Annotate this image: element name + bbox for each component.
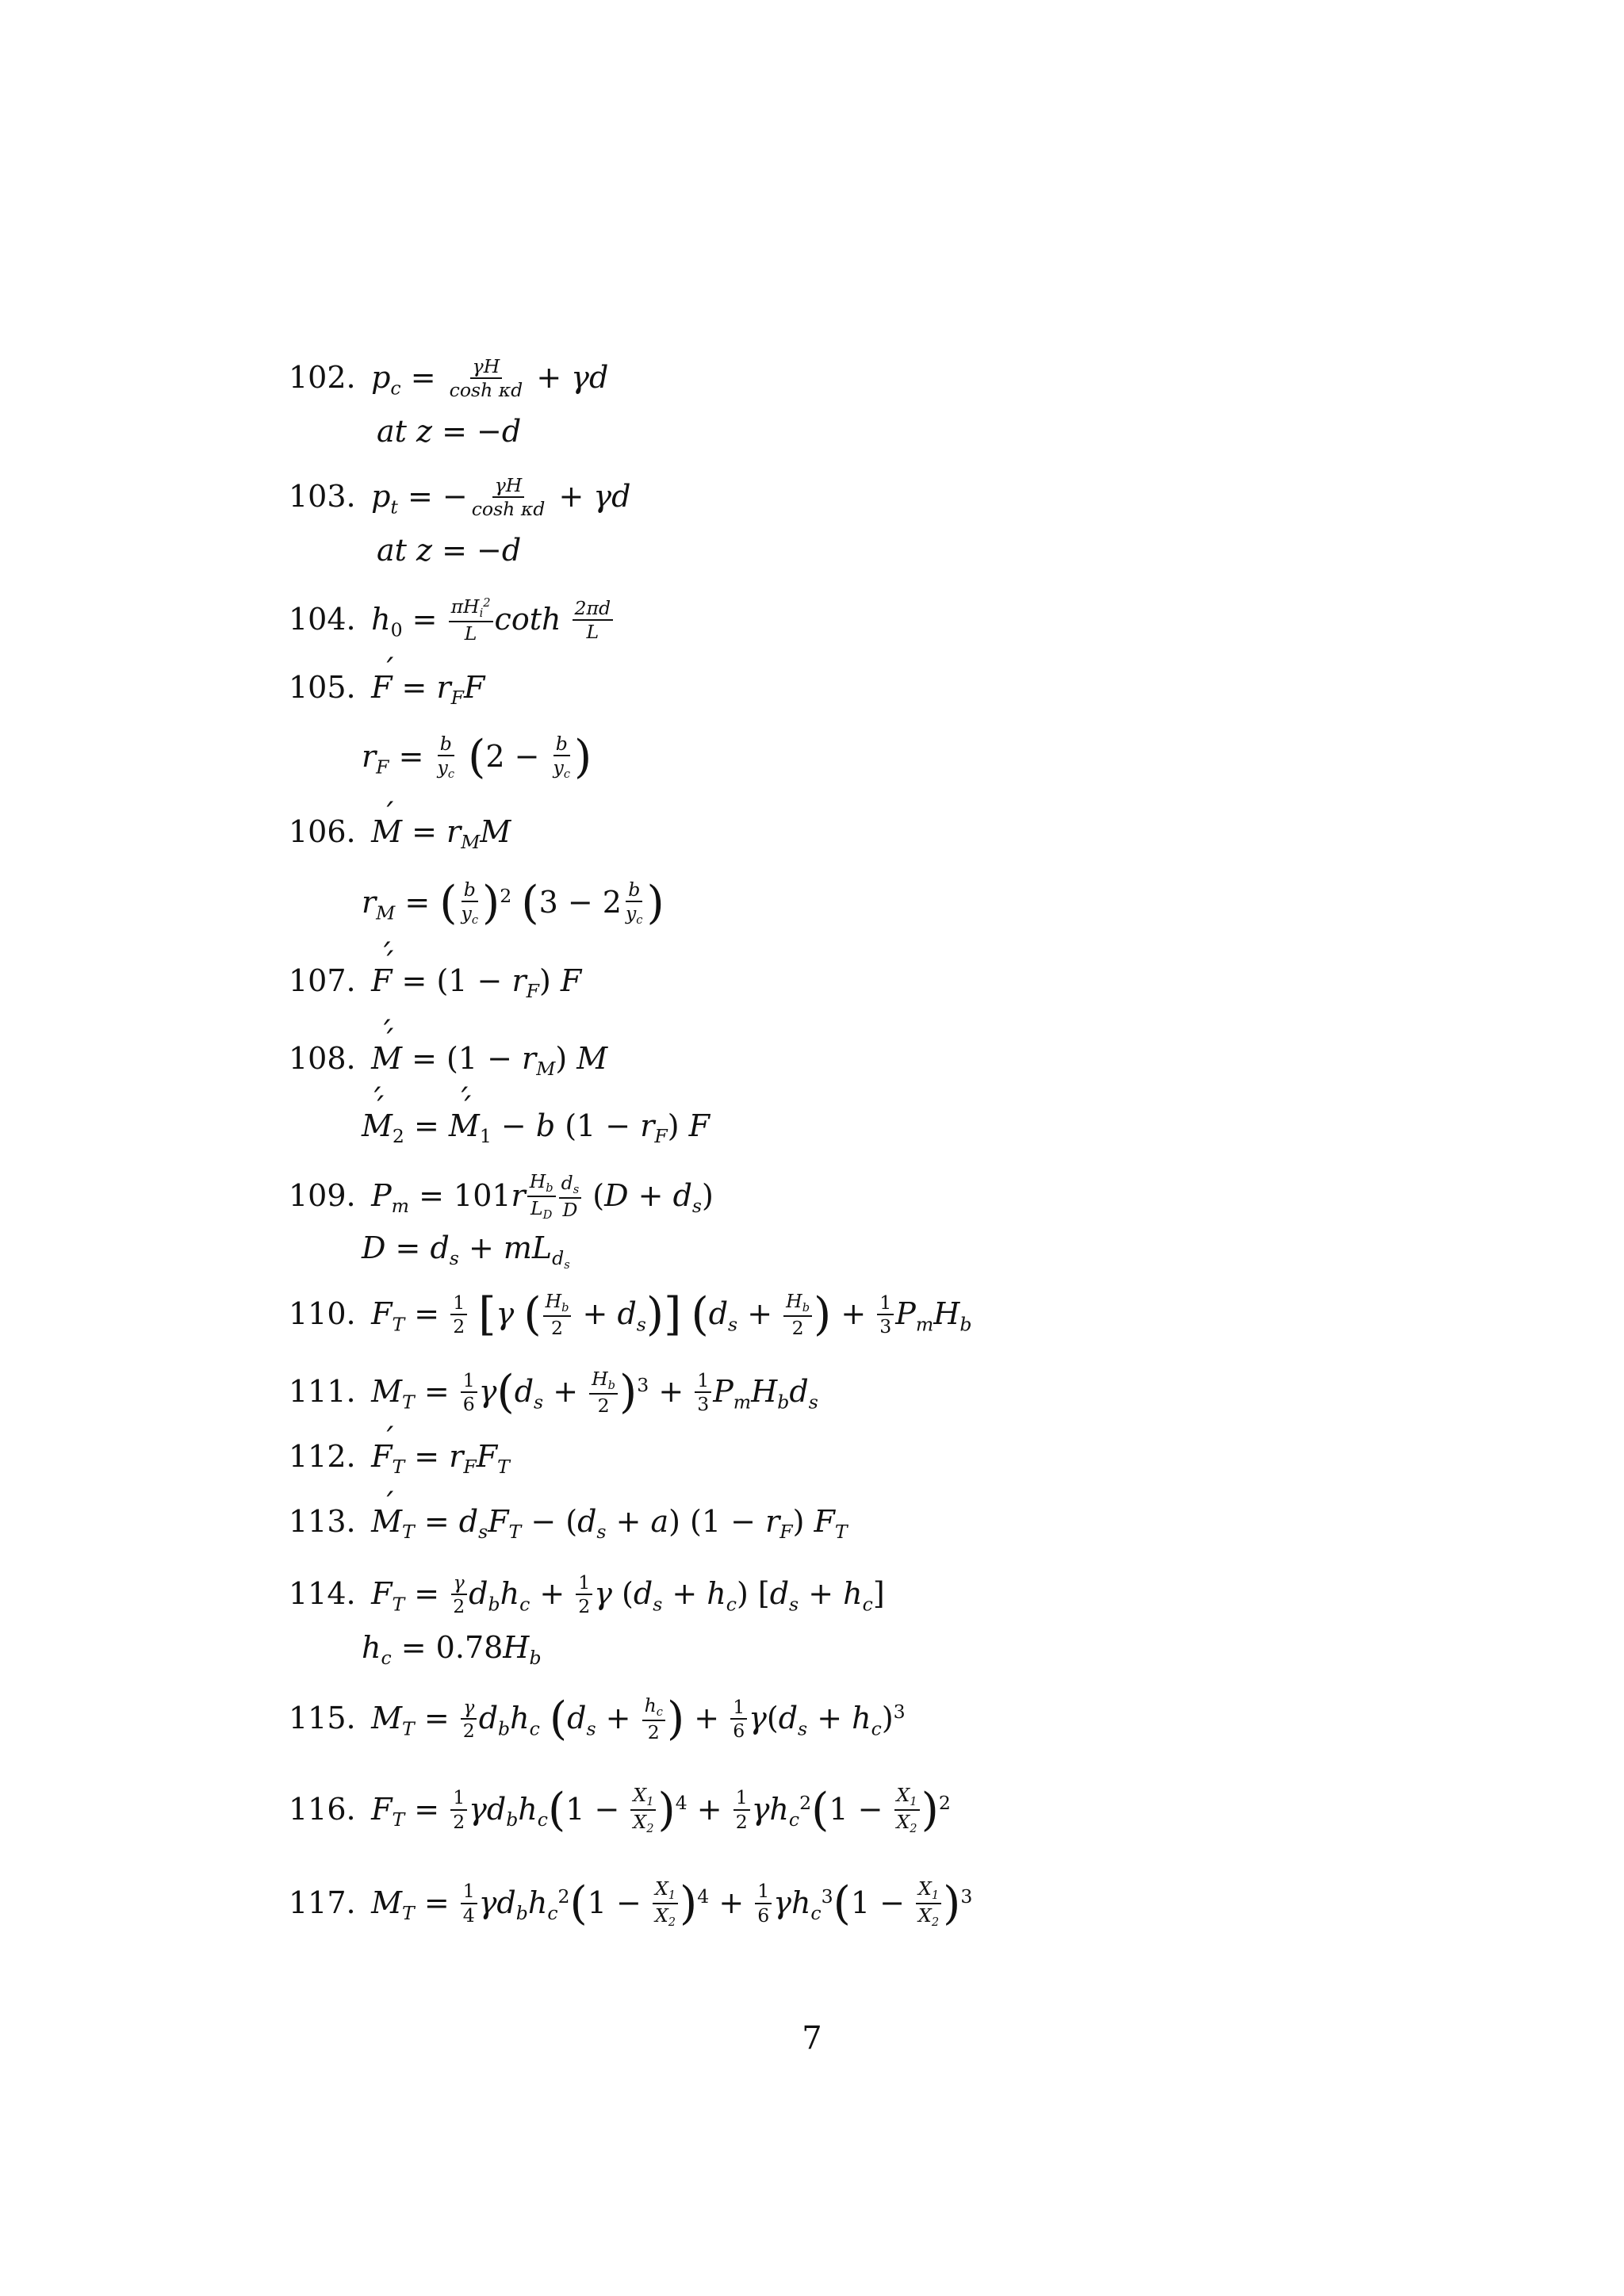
equation-113 [289, 1506, 1465, 1542]
equation-117 [289, 1877, 1465, 1931]
equation-number: 105. [289, 670, 356, 705]
equation-112 [289, 1441, 1465, 1477]
equation-number: 111. [289, 1374, 356, 1410]
page-number: 7 [802, 2020, 822, 2057]
equation-body: $p_c$ = $\frac{\gamma H}{\text{cosh κd}}$ + γd [371, 354, 609, 402]
equation-107 [289, 963, 1465, 1003]
equation-number: 108. [289, 1041, 356, 1076]
equation-number: 115. [289, 1701, 356, 1736]
equation-body: ´ $M = r_MM$ [371, 817, 511, 852]
equation-114-definition: $h_c = 0.78H_b$ [362, 1630, 542, 1670]
equation-105-definition: $r_F$ = $\frac{b}{y_c}$ (2 − $\frac{b}{y_c}$ ) [362, 731, 592, 783]
equation-number: 113. [289, 1504, 356, 1539]
equation-102 [289, 354, 1465, 402]
equation-body: $F_T$ = $\frac{1}{2}$ [γ ( $\frac{H_b}{2}$ + $d_s$)] ($d_s$ + $\frac{H_b}{2}$ ) + $\frac{1}{3}$ $P_mH_b$ [371, 1288, 972, 1341]
equation-number: 112. [289, 1439, 356, 1474]
equation-number: 107. [289, 963, 356, 998]
equation-body: $M_T$ = $\frac{1}{4}$ $\gamma d_bh_c^2(1$ − $\frac{X_1}{X_2}$ )$^4$ + $\frac{1}{6}$ $\gamma h_c^3(1$ − $\frac{X_1}{X_2}$ )$^3$ [371, 1877, 973, 1930]
equation-104 [289, 595, 1465, 645]
equation-number: 110. [289, 1296, 356, 1332]
equation-111 [289, 1366, 1465, 1418]
equation-number: 103. [289, 479, 356, 515]
equation-106-definition: $r_M$ = ( $\frac{b}{y_c}$ )$^2$ (3 − 2 $\frac{b}{y_c}$ ) [362, 877, 665, 929]
equation-body: $F_T$ = $\frac{1}{2}$ $\gamma d_bh_c(1$ − $\frac{X_1}{X_2}$ )$^4$ + $\frac{1}{2}$ $\gamma h_c^2(1$ − $\frac{X_1}{X_2}$ )$^2$ [371, 1783, 951, 1836]
equation-number: 106. [289, 814, 356, 849]
equation-116 [289, 1783, 1465, 1837]
equation-115 [289, 1693, 1465, 1745]
equation-body: ´ $F_T = r_FF_T$ [371, 1441, 510, 1477]
equation-106 [289, 814, 1465, 854]
equation-number: 104. [289, 602, 356, 637]
equation-body: $F_T$ = $\frac{\gamma}{2}$ $d_bh_c$ + $\frac{1}{2}$ γ $(d_s + h_c) [d_s + h_c]$ [371, 1571, 885, 1618]
equation-number: 109. [289, 1177, 356, 1213]
equation-body: ´ $M_T = d_sF_T - (d_s + a) (1 - r_F)$ $F_T$ [371, 1506, 847, 1542]
equation-body: ´ F ´ = $(1 - r_F)$ F [371, 966, 581, 1001]
equation-number: 116. [289, 1791, 356, 1827]
equation-109 [289, 1169, 1465, 1223]
equation-102-condition: at z = −d [377, 414, 522, 449]
equation-number: 102. [289, 360, 356, 396]
equation-105 [289, 672, 1465, 708]
equation-number: 114. [289, 1576, 356, 1612]
equation-109-definition: $D = d_s + mL_{d_s}$ [362, 1230, 570, 1272]
equation-number: 117. [289, 1885, 356, 1920]
equation-108-continuation: ´ M $´_2$ = ´ M $´_1 - b$ $(1 - r_F)$ F [362, 1108, 710, 1147]
equation-body: ´ M ´ = $(1 - r_M)$ M [371, 1043, 607, 1079]
equation-108 [289, 1043, 1465, 1079]
equation-body: $P_m = 101r$ $\frac{H_b}{L_D}$ $\frac{d_s}{D}$ $(D + d_s)$ [371, 1169, 714, 1223]
equation-114 [289, 1571, 1465, 1618]
equation-body: $M_T$ = $\frac{1}{6}$ $\gamma(d_s$ + $\frac{H_b}{2}$ )$^3$ + $\frac{1}{3}$ $P_mH_bd_s$ [371, 1366, 818, 1418]
equation-body: ´ $F = r_FF$ [371, 672, 485, 708]
equation-103-condition: at z = −d [377, 533, 522, 568]
equation-103 [289, 473, 1465, 521]
equation-body: $M_T$ = $\frac{\gamma}{2}$ $d_bh_c$ ($d_s$ + $\frac{h_c}{2}$ ) + $\frac{1}{6}$ $\gamma(d_s + h_c)^3$ [371, 1693, 906, 1745]
equation-body: $p_t$ = − $\frac{\gamma H}{\text{cosh κd}}$ + γd [371, 473, 631, 521]
equation-110 [289, 1288, 1465, 1341]
equation-body: $h_0$ = $\frac{\pi H_i^2}{L}$ coth $\frac{2\pi d}{L}$ [371, 599, 615, 645]
